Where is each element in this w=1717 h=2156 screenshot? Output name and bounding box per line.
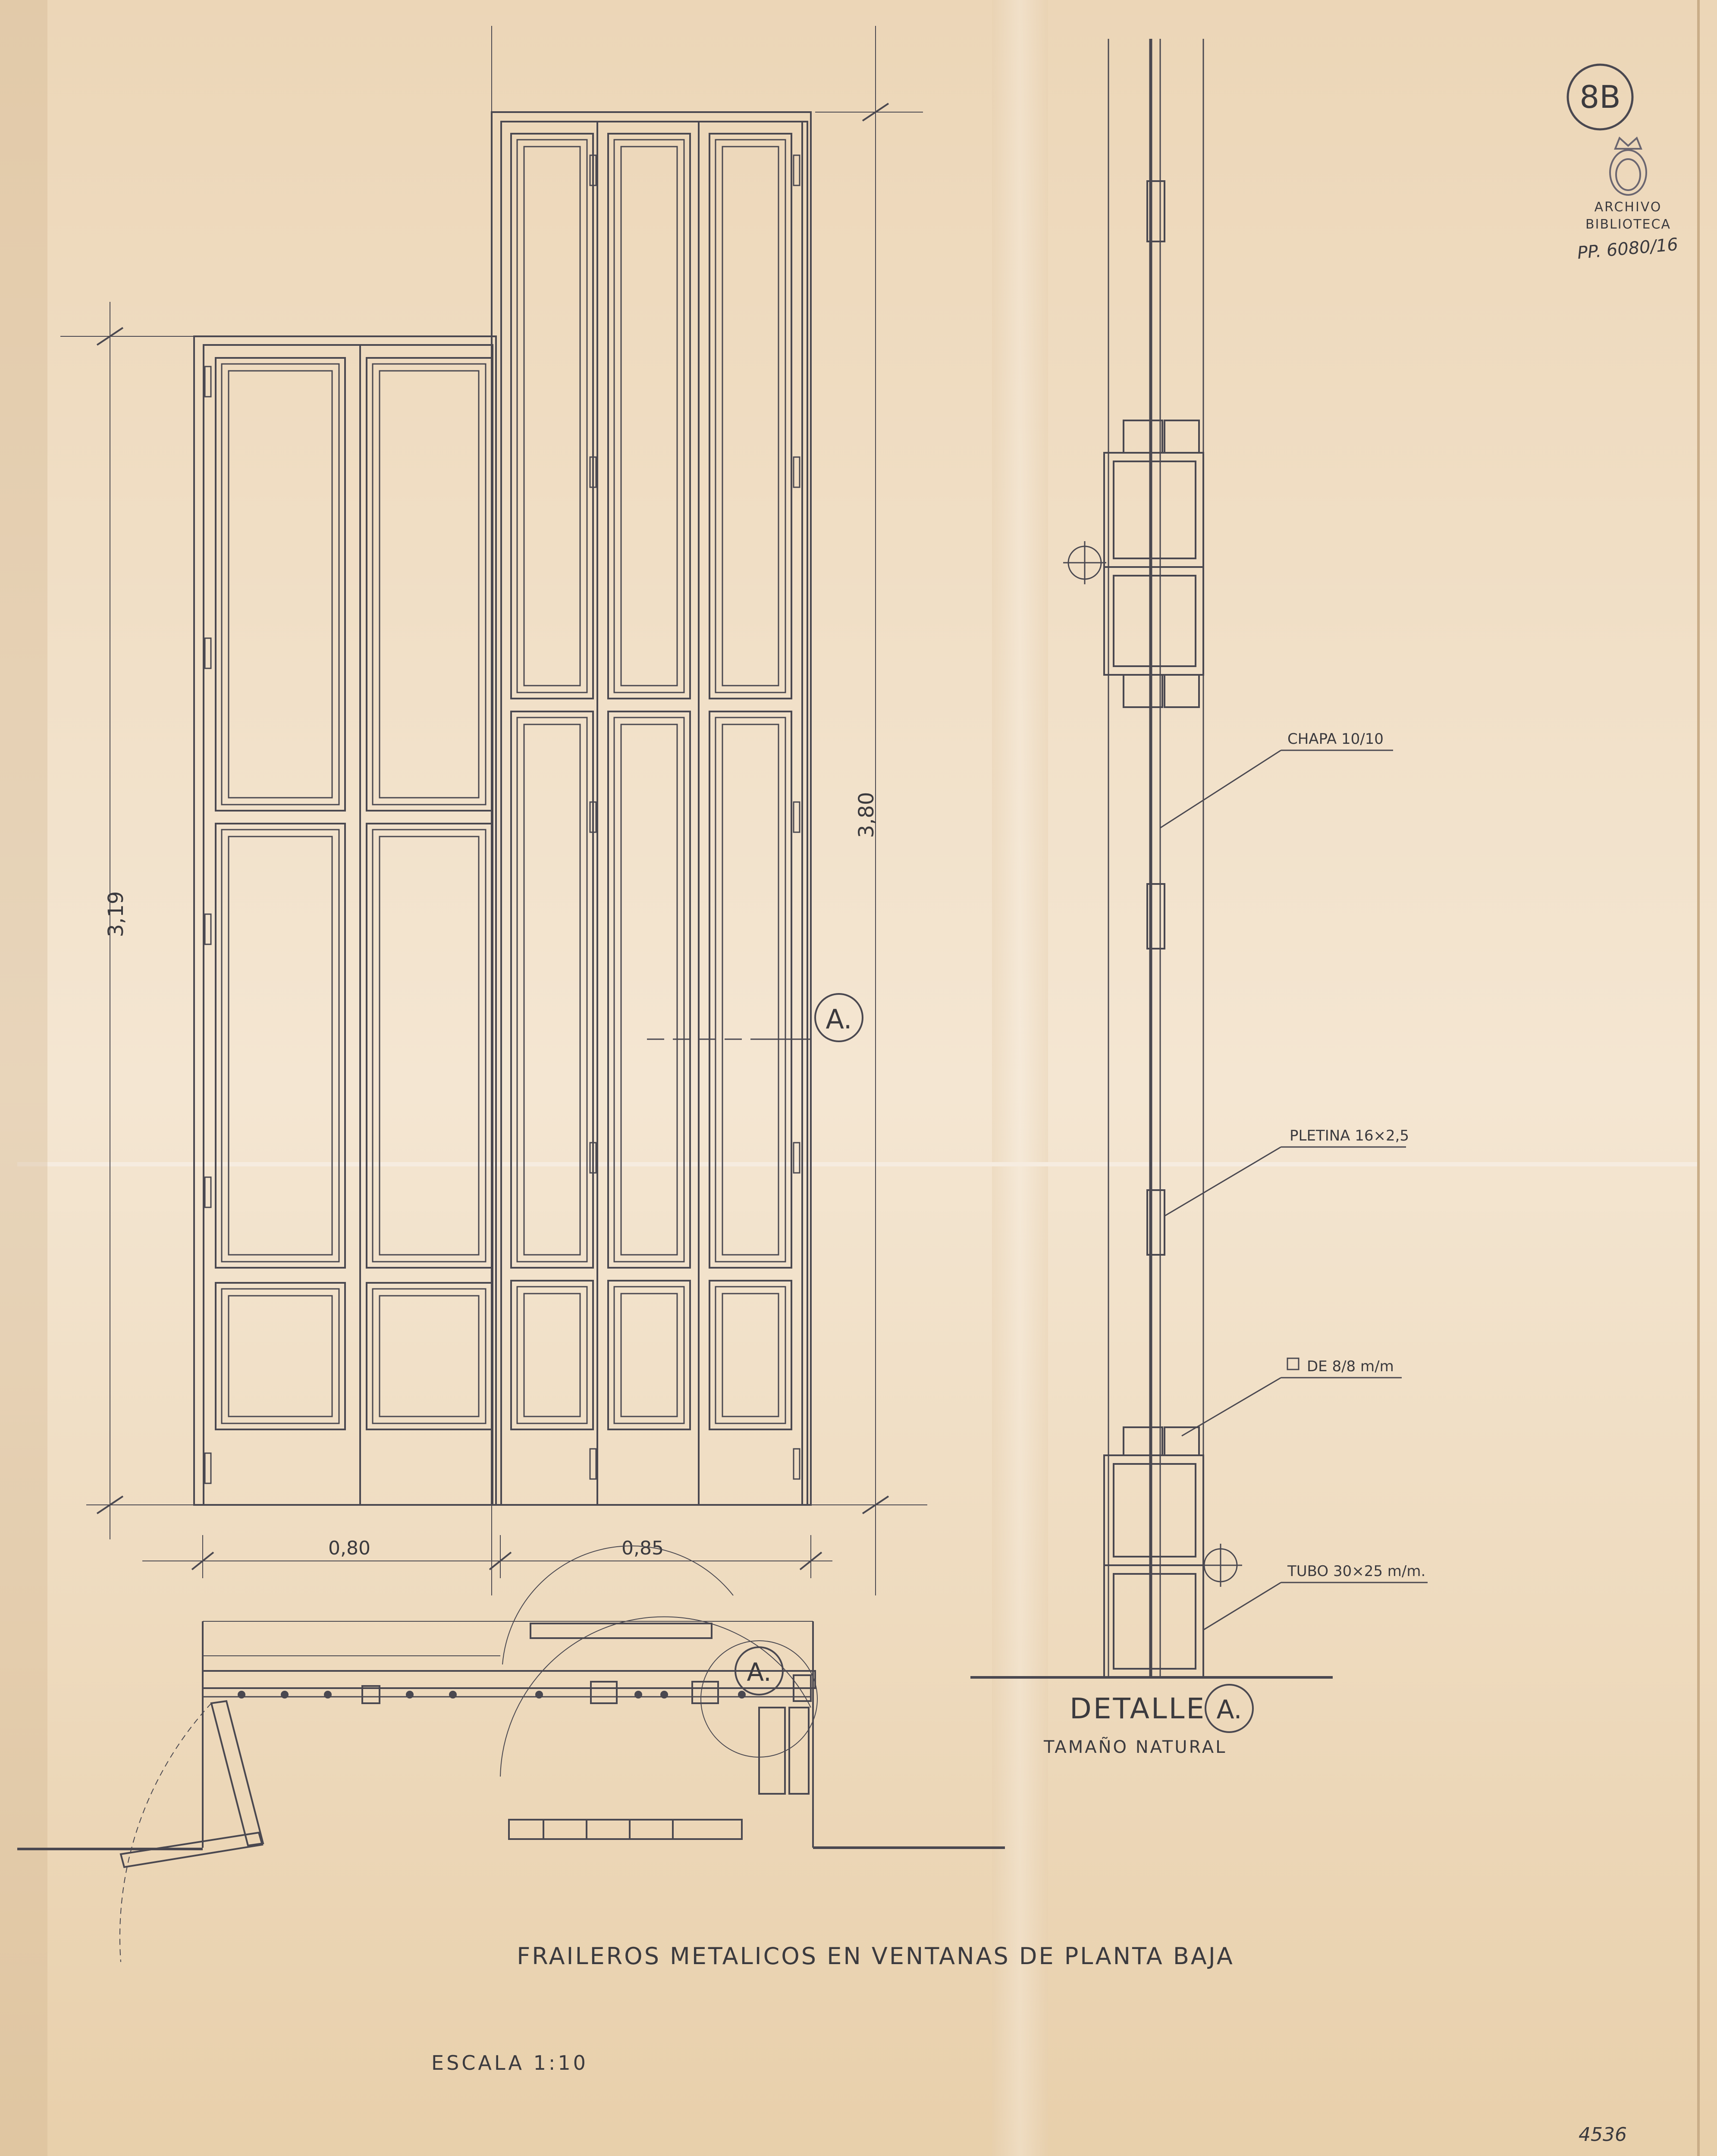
scale-label: ESCALA 1:10 xyxy=(431,2051,588,2075)
sheet-number: 8B xyxy=(1579,79,1621,115)
plan-marker-label: A. xyxy=(747,1658,772,1687)
chapa-label: CHAPA 10/10 xyxy=(1287,730,1384,748)
left-height-dimension: 3,19 xyxy=(104,891,128,937)
paper-fold-vertical xyxy=(992,0,1048,2156)
paper-left-edge xyxy=(0,0,47,2156)
pletina-label: PLETINA 16×2,5 xyxy=(1290,1127,1409,1144)
square-bar-label: DE 8/8 m/m xyxy=(1307,1358,1394,1375)
section-marker-label: A. xyxy=(826,1003,852,1035)
detail-title: DETALLE xyxy=(1070,1692,1206,1725)
right-width-dimension: 0,85 xyxy=(622,1537,664,1559)
tubo-label: TUBO 30×25 m/m. xyxy=(1287,1563,1426,1580)
svg-text:ARCHIVO: ARCHIVO xyxy=(1594,200,1662,215)
svg-text:BIBLIOTECA: BIBLIOTECA xyxy=(1585,217,1671,232)
catalog-number: 4536 xyxy=(1579,2124,1627,2146)
left-width-dimension: 0,80 xyxy=(328,1537,370,1559)
drawing-title: FRAILEROS METALICOS EN VENTANAS DE PLANTA BAJA xyxy=(517,1943,1234,1970)
detail-subtitle: TAMAÑO NATURAL xyxy=(1044,1737,1227,1757)
detail-marker-label: A. xyxy=(1216,1695,1242,1725)
right-height-dimension: 3,80 xyxy=(854,792,879,838)
svg-text:PP. 6080/16: PP. 6080/16 xyxy=(1576,234,1679,263)
